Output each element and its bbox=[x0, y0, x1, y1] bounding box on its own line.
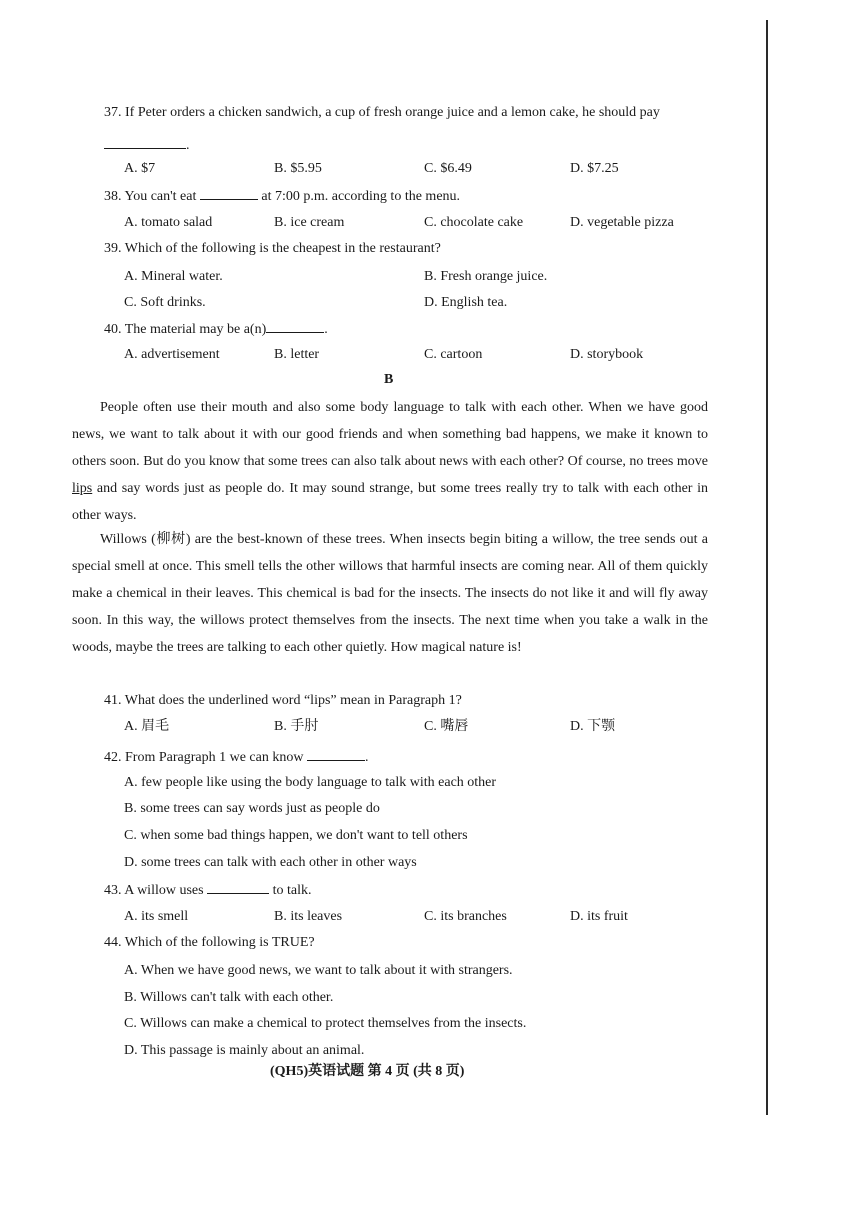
question-41: 41. What does the underlined word “lips” mean in Paragraph 1? bbox=[104, 693, 462, 708]
question-43-text: 43. A willow uses bbox=[104, 883, 204, 898]
passage-paragraph-1 bbox=[72, 394, 708, 529]
option-38-d: D. vegetable pizza bbox=[570, 215, 674, 230]
option-42-a: A. few people like using the body language to talk with each other bbox=[124, 775, 497, 790]
option-37-c: C. $6.49 bbox=[424, 161, 472, 176]
option-40-a: A. advertisement bbox=[124, 347, 220, 362]
section-heading: B bbox=[384, 372, 394, 387]
option-43-d: D. its fruit bbox=[570, 909, 628, 924]
option-41-b: B. 手肘 bbox=[274, 719, 319, 734]
question-37 bbox=[104, 104, 660, 122]
paragraph-1-part-1: People often use their mouth and also some body language to talk with each other. When we have good news, we want to talk about it with our good friends and when something bad happens, we make it known to others soon. But do you know that some trees can also talk about news with each other? Of course, no trees move bbox=[72, 400, 708, 469]
question-37-answer-line bbox=[104, 136, 190, 155]
underlined-word: lips bbox=[72, 481, 93, 496]
option-38-b: B. ice cream bbox=[274, 215, 345, 230]
answer-blank[interactable] bbox=[104, 136, 186, 149]
question-44: 44. Which of the following is TRUE? bbox=[104, 935, 315, 950]
question-40-text: 40. The material may be a(n) bbox=[104, 322, 267, 337]
question-37-text: 37. If Peter orders a chicken sandwich, a cup of fresh orange juice and a lemon cake, he should pay bbox=[104, 105, 660, 120]
option-43-b: B. its leaves bbox=[274, 909, 343, 924]
option-39-c: C. Soft drinks. bbox=[124, 295, 206, 310]
answer-blank[interactable] bbox=[200, 187, 258, 200]
answer-blank[interactable] bbox=[266, 320, 324, 333]
paragraph-1-part-2: and say words just as people do. It may sound strange, but some trees really try to talk with each other in other ways. bbox=[72, 481, 708, 523]
option-40-d: D. storybook bbox=[570, 347, 644, 362]
option-42-c: C. when some bad things happen, we don't want to tell others bbox=[124, 828, 468, 843]
question-39: 39. Which of the following is the cheapest in the restaurant? bbox=[104, 241, 441, 256]
option-41-c: C. 嘴唇 bbox=[424, 719, 469, 734]
passage-paragraph-2: Willows (柳树) are the best-known of these trees. When insects begin biting a willow, the tree sends out a special smell at once. This smell tells the other willows that harmful insects are coming near. All of them quickly make a chemical in their leaves. This chemical is bad for the insects. The insects do not like it and will fly away soon. In this way, the willows protect themselves from the insects. The next time when you take a walk in the woods, maybe the trees are talking to each other quietly. How magical nature is! bbox=[72, 532, 708, 655]
page-margin-rule bbox=[766, 20, 768, 1115]
option-44-c: C. Willows can make a chemical to protect themselves from the insects. bbox=[124, 1016, 527, 1031]
option-39-b: B. Fresh orange juice. bbox=[424, 269, 548, 284]
option-42-d: D. some trees can talk with each other in other ways bbox=[124, 855, 417, 870]
option-42-b: B. some trees can say words just as people do bbox=[124, 801, 380, 816]
question-40 bbox=[104, 320, 328, 339]
answer-blank[interactable] bbox=[207, 881, 269, 894]
option-44-a: A. When we have good news, we want to talk about it with strangers. bbox=[124, 963, 513, 978]
option-40-b: B. letter bbox=[274, 347, 320, 362]
option-40-c: C. cartoon bbox=[424, 347, 483, 362]
option-44-b: B. Willows can't talk with each other. bbox=[124, 990, 334, 1005]
option-38-c: C. chocolate cake bbox=[424, 215, 524, 230]
question-37-tail: . bbox=[186, 138, 190, 153]
option-43-c: C. its branches bbox=[424, 909, 507, 924]
option-37-b: B. $5.95 bbox=[274, 161, 322, 176]
option-41-a: A. 眉毛 bbox=[124, 719, 170, 734]
question-42-text: 42. From Paragraph 1 we can know bbox=[104, 750, 304, 765]
question-43 bbox=[104, 881, 311, 900]
question-38 bbox=[104, 187, 460, 206]
option-43-a: A. its smell bbox=[124, 909, 189, 924]
option-37-d: D. $7.25 bbox=[570, 161, 619, 176]
question-42 bbox=[104, 748, 368, 767]
question-42-tail: . bbox=[364, 750, 369, 765]
option-41-d: D. 下颚 bbox=[570, 719, 616, 734]
page-footer: (QH5)英语试题 第 4 页 (共 8 页) bbox=[270, 1064, 465, 1079]
question-38-tail: at 7:00 p.m. according to the menu. bbox=[261, 189, 461, 204]
option-37-a: A. $7 bbox=[124, 161, 156, 176]
option-39-a: A. Mineral water. bbox=[124, 269, 223, 284]
option-38-a: A. tomato salad bbox=[124, 215, 213, 230]
question-43-tail: to talk. bbox=[272, 883, 312, 898]
question-38-text: 38. You can't eat bbox=[104, 189, 197, 204]
answer-blank[interactable] bbox=[307, 748, 365, 761]
option-39-d: D. English tea. bbox=[424, 295, 508, 310]
question-40-tail: . bbox=[324, 322, 328, 337]
option-44-d: D. This passage is mainly about an animal. bbox=[124, 1043, 365, 1058]
